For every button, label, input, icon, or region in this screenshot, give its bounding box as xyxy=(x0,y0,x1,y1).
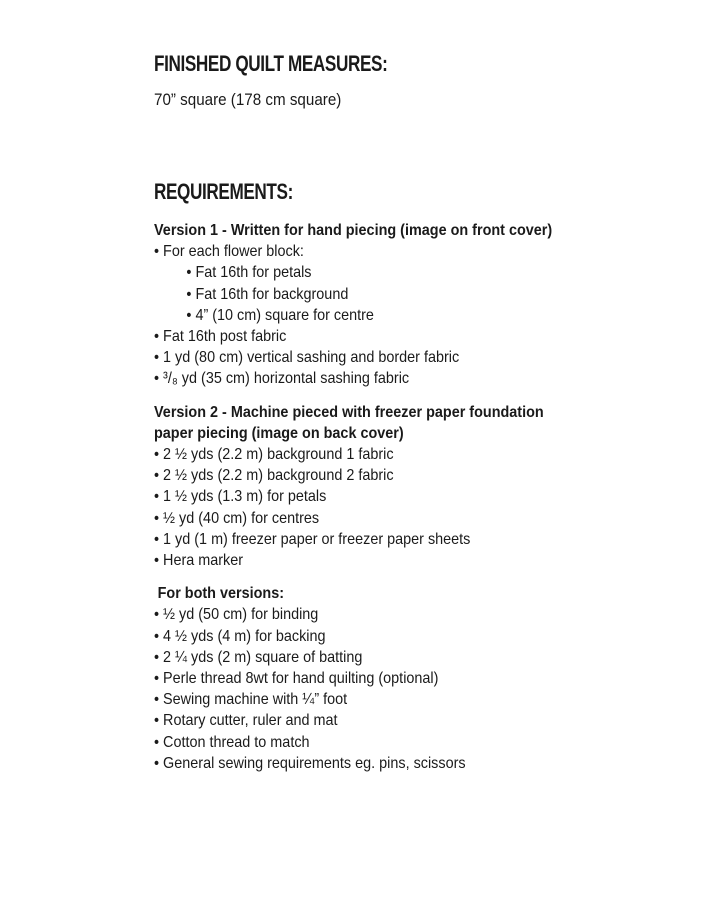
list-item: • Hera marker xyxy=(154,552,244,570)
list-item: • ½ yd (50 cm) for binding xyxy=(154,606,319,624)
finished-size: 70” square (178 cm square) xyxy=(154,91,342,109)
both-versions-title: For both versions: xyxy=(157,585,285,603)
finished-heading: FINISHED QUILT MEASURES: xyxy=(154,51,388,76)
list-item: • ½ yd (40 cm) for centres xyxy=(154,509,320,527)
list-item: • 2 ¼ yds (2 m) square of batting xyxy=(154,648,363,666)
list-item: • Perle thread 8wt for hand quilting (optional) xyxy=(154,670,439,688)
version2-section xyxy=(154,402,674,572)
list-item: • Cotton thread to match xyxy=(154,733,310,751)
list-item: • Sewing machine with ¼” foot xyxy=(154,691,348,709)
list-item: • Fat 16th for petals xyxy=(186,264,312,282)
list-item: • 1 ½ yds (1.3 m) for petals xyxy=(154,488,327,506)
version1-section xyxy=(154,220,674,390)
list-item: • 2 ½ yds (2.2 m) background 1 fabric xyxy=(154,446,394,464)
list-item: • 4” (10 cm) square for centre xyxy=(186,306,374,324)
list-item: • 1 yd (80 cm) vertical sashing and border fabric xyxy=(154,349,460,367)
list-item: • General sewing requirements eg. pins, scissors xyxy=(154,754,466,772)
both-versions-section xyxy=(154,583,674,774)
list-item: • Fat 16th post fabric xyxy=(154,328,287,346)
list-item: • 4 ½ yds (4 m) for backing xyxy=(154,627,326,645)
list-item: • Fat 16th for background xyxy=(186,285,349,303)
version2-title-line2: paper piecing (image on back cover) xyxy=(154,424,404,442)
list-item: • ³/₈ yd (35 cm) horizontal sashing fabric xyxy=(154,370,410,388)
list-item: • 1 yd (1 m) freezer paper or freezer paper sheets xyxy=(154,530,471,548)
list-item: • 2 ½ yds (2.2 m) background 2 fabric xyxy=(154,467,394,485)
list-item: • Rotary cutter, ruler and mat xyxy=(154,712,338,730)
version1-title: Version 1 - Written for hand piecing (image on front cover) xyxy=(154,222,553,239)
list-item: • For each flower block: xyxy=(154,243,304,261)
requirements-heading: REQUIREMENTS: xyxy=(154,179,293,204)
version2-title-line1: Version 2 - Machine pieced with freezer paper foundation xyxy=(154,403,544,421)
document-page xyxy=(154,52,674,774)
